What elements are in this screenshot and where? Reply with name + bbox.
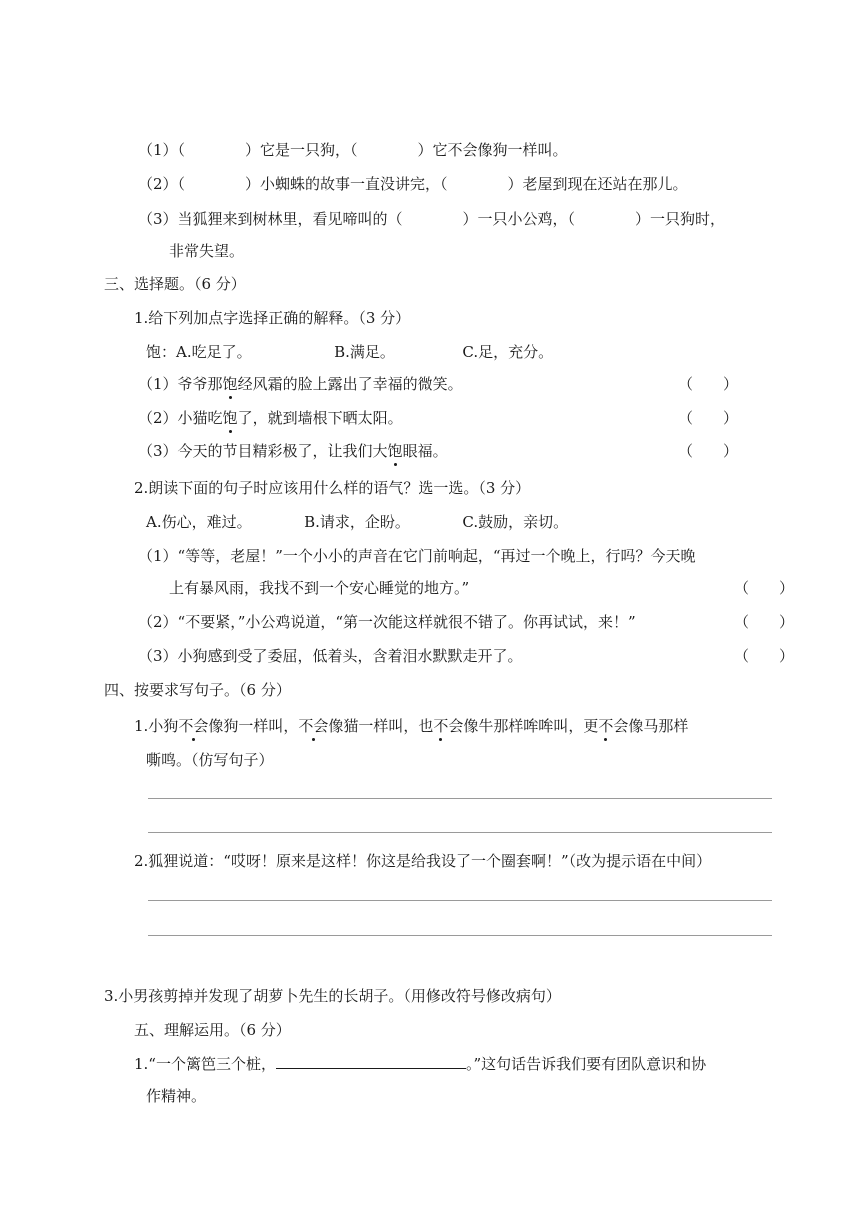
fill-question-1: （1）（ ）它是一只狗，（ ）它不会像狗一样叫。 xyxy=(138,141,568,159)
choice-1-item-2: （2）小猫吃饱了，就到墙根下晒太阳。 xyxy=(138,409,403,427)
choice-2-options: A.伤心，难过。 B.请求，企盼。 C.鼓励，亲切。 xyxy=(146,513,569,531)
answer-blank[interactable] xyxy=(276,1053,466,1069)
rewrite-1-cont: 嘶鸣。（仿写句子） xyxy=(146,751,274,769)
choice-1-item-1: （1）爷爷那饱经风霜的脸上露出了幸福的微笑。 xyxy=(138,375,463,393)
choice-1-options: 饱：A.吃足了。 B.满足。 C.足，充分。 xyxy=(146,343,554,361)
choice-1-item-3: （3）今天的节目精彩极了，让我们大饱眼福。 xyxy=(138,442,448,460)
answer-paren[interactable]: （ ） xyxy=(678,409,739,427)
answer-paren[interactable]: （ ） xyxy=(734,579,795,597)
answer-paren[interactable]: （ ） xyxy=(678,375,739,393)
fill-question-2: （2）（ ）小蜘蛛的故事一直没讲完，（ ）老屋到现在还站在那儿。 xyxy=(138,175,688,193)
choice-2-item-1: （1）“等等，老屋！”一个小小的声音在它门前响起，“再过一个晚上，行吗？今天晚 xyxy=(138,547,696,565)
rewrite-1: 1.小狗不会像狗一样叫，不会像猫一样叫，也不会像牛那样哞哞叫，更不会像马那样 xyxy=(134,717,689,735)
answer-paren[interactable]: （ ） xyxy=(734,647,795,665)
answer-line[interactable] xyxy=(148,832,772,833)
section-3-heading: 三、选择题。（6 分） xyxy=(104,275,246,293)
section-5-heading: 五、理解运用。（6 分） xyxy=(134,1021,291,1039)
answer-line[interactable] xyxy=(148,900,772,901)
choice-1-title: 1.给下列加点字选择正确的解释。（3 分） xyxy=(134,309,411,327)
application-1: 1.“一个篱笆三个桩， 。”这句话告诉我们要有团队意识和协 xyxy=(134,1055,707,1073)
answer-paren[interactable]: （ ） xyxy=(678,442,739,460)
answer-line[interactable] xyxy=(148,798,772,799)
application-1-cont: 作精神。 xyxy=(146,1087,207,1105)
dotted-word: 也不会 xyxy=(418,717,464,735)
choice-2-item-3: （3）小狗感到受了委屈，低着头，含着泪水默默走开了。 xyxy=(138,647,523,665)
answer-paren[interactable]: （ ） xyxy=(734,613,795,631)
fill-question-3-cont: 非常失望。 xyxy=(169,242,245,260)
rewrite-3: 3.小男孩剪掉并发现了胡萝卜先生的长胡子。（用修改符号修改病句） xyxy=(104,987,561,1005)
dotted-word: 不会 xyxy=(178,717,209,735)
dotted-word: 不会 xyxy=(298,717,329,735)
dotted-char: 饱 xyxy=(222,375,238,393)
dotted-char: 饱 xyxy=(222,409,238,427)
dotted-word: 更不会 xyxy=(583,717,629,735)
rewrite-2: 2.狐狸说道：“哎呀！原来是这样！你这是给我设了一个圈套啊！”（改为提示语在中间） xyxy=(134,852,712,870)
choice-2-item-2: （2）“不要紧，”小公鸡说道，“第一次能这样就很不错了。你再试试，来！” xyxy=(138,613,636,631)
choice-2-title: 2.朗读下面的句子时应该用什么样的语气？选一选。（3 分） xyxy=(134,479,531,497)
choice-2-item-1-cont: 上有暴风雨，我找不到一个安心睡觉的地方。” xyxy=(169,579,470,597)
dotted-char: 饱 xyxy=(387,442,403,460)
section-4-heading: 四、按要求写句子。（6 分） xyxy=(104,681,291,699)
fill-question-3: （3）当狐狸来到树林里，看见啼叫的（ ）一只小公鸡，（ ）一只狗时， xyxy=(138,210,726,228)
answer-line[interactable] xyxy=(148,935,772,936)
